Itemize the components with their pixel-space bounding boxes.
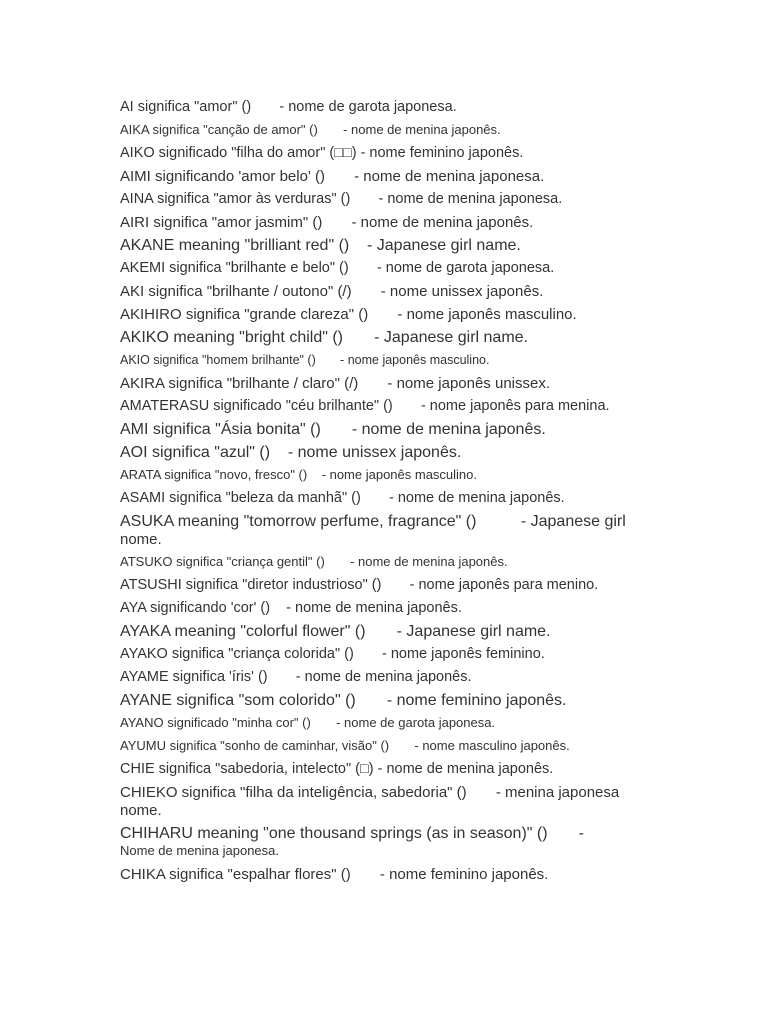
- entry-ami: AMI significa "Ásia bonita" () - nome de menina japonês.: [120, 421, 546, 438]
- entry-atsuko: ATSUKO significa "criança gentil" () - nome de menina japonês.: [120, 554, 508, 569]
- entry-ayumu: AYUMU significa "sonho de caminhar, visão" () - nome masculino japonês.: [120, 738, 570, 753]
- entry-asuka-cont: nome.: [120, 531, 162, 548]
- entry-asuka: ASUKA meaning "tomorrow perfume, fragrance" () - Japanese girl: [120, 513, 626, 530]
- entry-aoi: AOI significa "azul" () - nome unissex japonês.: [120, 444, 462, 461]
- entry-akira: AKIRA significa "brilhante / claro" (/) - nome japonês unissex.: [120, 375, 551, 392]
- entry-akio: AKIO significa "homem brilhante" () - nome japonês masculino.: [120, 353, 490, 367]
- entry-ayame: AYAME significa 'íris' () - nome de menina japonês.: [120, 669, 472, 685]
- entry-aki: AKI significa "brilhante / outono" (/) - nome unissex japonês.: [120, 283, 544, 300]
- entry-ayaka: AYAKA meaning "colorful flower" () - Japanese girl name.: [120, 623, 551, 640]
- entry-asami: ASAMI significa "beleza da manhã" () - nome de menina japonês.: [120, 490, 565, 506]
- entry-atsushi: ATSUSHI significa "diretor industrioso" () - nome japonês para menino.: [120, 577, 599, 593]
- entry-akihiro: AKIHIRO significa "grande clareza" () - nome japonês masculino.: [120, 306, 577, 323]
- entry-chiharu: CHIHARU meaning "one thousand springs (as in season)" () -: [120, 825, 584, 842]
- name-list: [120, 99, 640, 889]
- entry-aina: AINA significa "amor às verduras" () - nome de menina japonesa.: [120, 191, 563, 207]
- entry-aika: AIKA significa "canção de amor" () - nome de menina japonês.: [120, 122, 501, 137]
- entry-aiko: AIKO significado "filha do amor" (□□) - nome feminino japonês.: [120, 145, 524, 161]
- entry-chika: CHIKA significa "espalhar flores" () - nome feminino japonês.: [120, 866, 549, 883]
- entry-ai: AI significa "amor" () - nome de garota japonesa.: [120, 99, 457, 115]
- entry-ayano: AYANO significado "minha cor" () - nome de garota japonesa.: [120, 715, 496, 730]
- entry-ayako: AYAKO significa "criança colorida" () - nome japonês feminino.: [120, 646, 545, 662]
- entry-chieko-cont: nome.: [120, 802, 162, 819]
- entry-airi: AIRI significa "amor jasmim" () - nome de menina japonês.: [120, 214, 534, 231]
- entry-chieko: CHIEKO significa "filha da inteligência, sabedoria" () - menina japonesa: [120, 784, 620, 801]
- entry-ayane: AYANE significa "som colorido" () - nome feminino japonês.: [120, 692, 567, 709]
- entry-amaterasu: AMATERASU significado "céu brilhante" () - nome japonês para menina.: [120, 398, 610, 414]
- entry-akemi: AKEMI significa "brilhante e belo" () - nome de garota japonesa.: [120, 260, 555, 276]
- entry-aimi: AIMI significando 'amor belo' () - nome de menina japonesa.: [120, 168, 545, 185]
- entry-akiko: AKIKO meaning "bright child" () - Japanese girl name.: [120, 329, 528, 346]
- entry-chie: CHIE significa "sabedoria, intelecto" (□) - nome de menina japonês.: [120, 761, 554, 777]
- entry-arata: ARATA significa "novo, fresco" () - nome japonês masculino.: [120, 467, 478, 482]
- entry-akane: AKANE meaning "brilliant red" () - Japanese girl name.: [120, 237, 521, 254]
- entry-chiharu-cont: Nome de menina japonesa.: [120, 843, 279, 858]
- entry-aya: AYA significando 'cor' () - nome de menina japonês.: [120, 600, 462, 616]
